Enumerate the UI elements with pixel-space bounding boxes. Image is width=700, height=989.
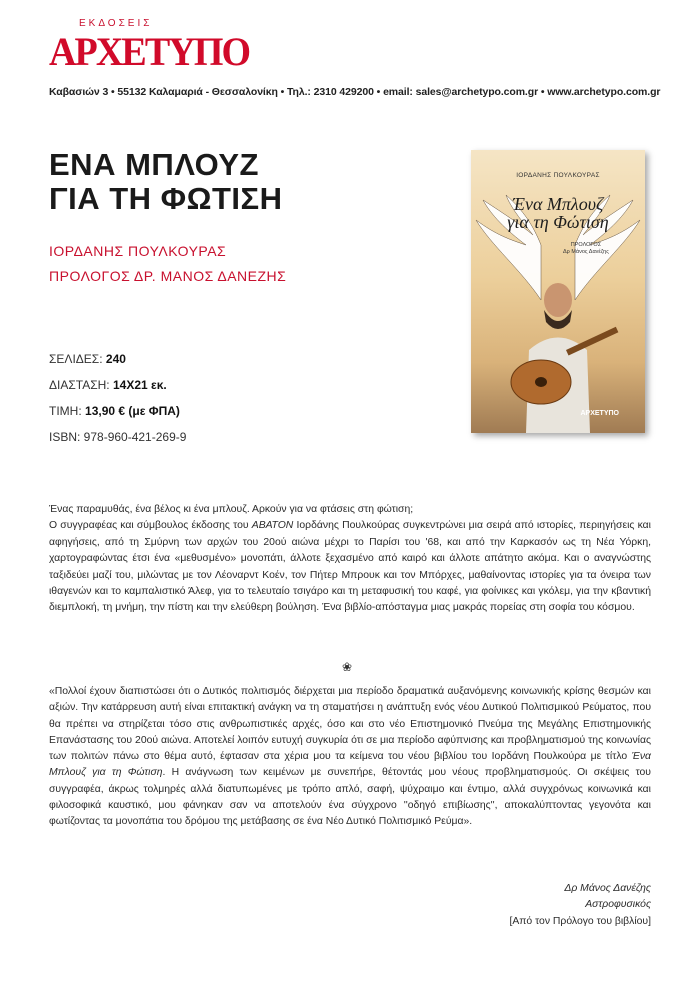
description-paragraph-2: Ο συγγραφέας και σύμβουλος έκδοσης του ΑΒΑΤΟΝ Ιορδάνης Πουλκούρας συγκεντρώνει μια σειρά από ιστορίες, περιηγήσεις και αφηγήσεις, από τη Σμύρνη των αρχών του 20ού αιώνα μέχρι το Παρίσι του '68, και από την Καρκασόν ως τη Νέα Υόρκη, χαρτογραφώντας έτσι ένα «μεθυσμένο» μονοπάτι, άλλοτε ξεχασμένο από καιρό και άλλοτε απάτητο ακόμα. Και ο αναγνώστης ταξιδεύει μαζί του, μιλώντας με τον Λέοναρντ Κοέν, τον Πήτερ Μπρουκ και τον Μπόρχες, μαθαίνοντας ιστορίες για τα όνειρα των ιθαγενών και το καμπαλιστικό Άλεφ, για το τελευταίο τσιγάρο και τη μεταφυσική του καφέ, για φοίνικες και γκόλεμ, για την κβαντική διεμπλοκή, τη μνήμη, την πίστη και την ελεύθερη βούληση. Ένα βιβλίο-απόσταγμα μιας μακράς πορείας στη σοφία του κόσμου. bbox=[49, 520, 651, 614]
signature-role: Αστροφυσικός bbox=[585, 899, 651, 911]
spec-size: ΔΙΑΣΤΑΣΗ: 14Χ21 εκ. bbox=[49, 378, 167, 392]
ornament-icon: ❀ bbox=[342, 660, 353, 674]
cover-author: ΙΟΡΔΑΝΗΣ ΠΟΥΛΚΟΥΡΑΣ bbox=[516, 172, 600, 179]
book-description bbox=[49, 502, 651, 617]
description-paragraph-1: Ένας παραμυθάς, ένα βέλος κι ένα μπλουζ. Αρκούν για να φτάσεις στη φώτιση; bbox=[49, 504, 414, 515]
prologue-quote: «Πολλοί έχουν διαπιστώσει ότι ο Δυτικός πολιτισμός διέρχεται μια περίοδο δραματικά αυξανόμενης κοινωνικής κρίσης θεσμών και αξιών. Την κατάρρευση αυτή είναι επιτακτική ανάγκη να τη σταματήσει η ανάπτυξη ενός νέου Δυτικού Πολιτισμικού Ρεύματος, που θα πρέπει να στηρίζεται τόσο στις ανθρωπιστικές αρχές, όσο και στο νέο Επιστημονικό Πνεύμα της Μεγάλης Επιστημονικής Επανάστασης του 20ού αιώνα. Αποτελεί λοιπόν ευτυχή συγκυρία ότι σε μια περίοδο αφύπνισης και προβληματισμού της κοινωνίας των πολιτών πάνω στο θέμα αυτό, έφτασαν στα χέρια μου τα κείμενα του νέου βιβλίου του Ιορδάνη Πουλκούρα με τίτλο Ένα Μπλουζ για τη Φώτιση. Η ανάγνωση των κειμένων με συνεπήρε, θέτοντάς μου νέους προβληματισμούς. Οι σκέψεις του συγγραφέα, άκρως τολμηρές αλλά διατυπωμένες με τρόπο απλό, σαφή, ψύχραιμο και έντιμο, αλλά συγχρόνως κοινωνικά και φιλοσοφικά καυστικό, μου φάνηκαν σαν να αποτελούν ένα σύγχρονο ''οδηγό επιβίωσης'', αποκαλύπτοντας γεγονότα και φωτίζοντας τα μονοπάτια του δρόμου της μετάβασης σε ένα Νέο Δυτικό Πολιτισμικό Ρεύμα». bbox=[49, 686, 651, 828]
book-title-line1: ΕΝΑ ΜΠΛΟΥΖ bbox=[49, 147, 259, 182]
cover-prologue: ΠΡΟΛΟΓΟΣ Δρ Μάνος Δανέζης bbox=[563, 242, 609, 255]
spec-price: ΤΙΜΗ: 13,90 € (με ΦΠΑ) bbox=[49, 404, 180, 418]
book-title-line2: ΓΙΑ ΤΗ ΦΩΤΙΣΗ bbox=[49, 181, 283, 216]
book-prologue: ΠΡΟΛΟΓΟΣ ΔΡ. ΜΑΝΟΣ ΔΑΝΕΖΗΣ bbox=[49, 268, 287, 284]
logo-small-text: ΕΚΔΟΣΕΙΣ bbox=[79, 18, 153, 29]
book-specs bbox=[49, 346, 186, 450]
publisher-contact: Καβασιών 3 • 55132 Καλαμαριά - Θεσσαλονίκη • Τηλ.: 2310 429200 • email: sales@archetypo.com.gr • www.archetypo.com.gr bbox=[49, 86, 661, 98]
logo-big-text: ΑΡΧΕΤΥΠΟ bbox=[49, 29, 250, 74]
book-author: ΙΟΡΔΑΝΗΣ ΠΟΥΛΚΟΥΡΑΣ bbox=[49, 243, 227, 259]
signature-name: Δρ Μάνος Δανέζης bbox=[564, 883, 651, 894]
cover-illustration bbox=[471, 150, 645, 433]
spec-pages: ΣΕΛΙΔΕΣ: 240 bbox=[49, 352, 126, 366]
book-cover bbox=[471, 150, 645, 433]
cover-title: Ένα Μπλουζ για τη Φώτιση bbox=[507, 194, 609, 232]
spec-isbn: ISBN: 978-960-421-269-9 bbox=[49, 430, 187, 444]
signature-source: [Από τον Πρόλογο του βιβλίου] bbox=[509, 915, 651, 927]
quote-signature bbox=[509, 881, 651, 930]
cover-publisher-mark: ΑΡΧΕΤΥΠΟ bbox=[580, 410, 619, 417]
publisher-logo bbox=[49, 18, 250, 82]
book-title bbox=[49, 148, 283, 216]
